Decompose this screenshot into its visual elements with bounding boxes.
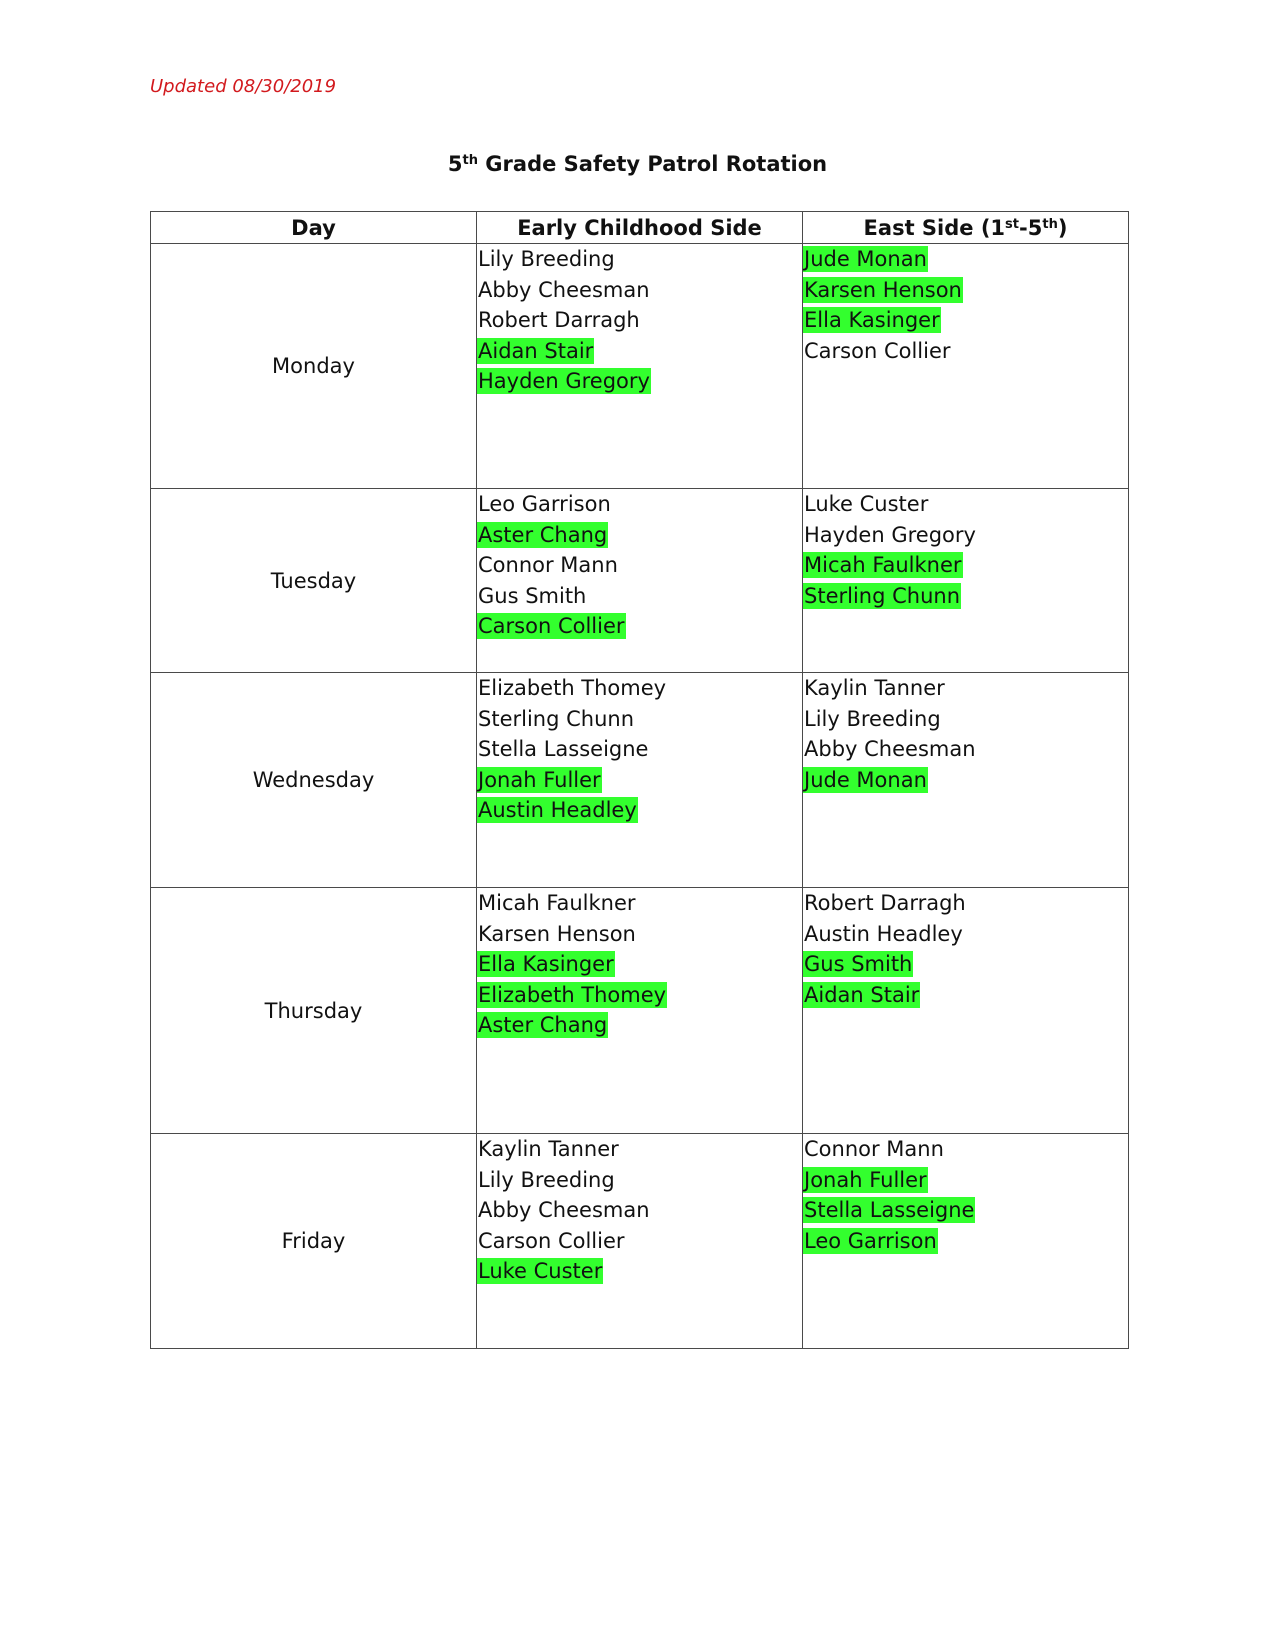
name-entry <box>477 1165 802 1196</box>
table-row-monday <box>151 244 1129 489</box>
student-name-highlighted: Elizabeth Thomey <box>478 982 667 1007</box>
header-early-childhood-side: Early Childhood Side <box>477 212 803 244</box>
student-name-highlighted: Sterling Chunn <box>804 583 961 608</box>
table-row-tuesday <box>151 489 1129 673</box>
name-entry <box>803 980 1128 1011</box>
east-side-cell <box>803 673 1129 888</box>
student-name-highlighted: Aidan Stair <box>804 982 920 1007</box>
student-name-highlighted: Aster Chang <box>478 1013 608 1037</box>
name-entry <box>477 581 802 612</box>
student-name: Abby Cheesman <box>804 737 976 761</box>
early-childhood-cell <box>477 888 803 1134</box>
student-name-highlighted: Ella Kasinger <box>478 952 614 976</box>
name-entry <box>477 1134 802 1165</box>
student-name-highlighted: Jude Monan <box>804 247 927 271</box>
name-entry <box>477 980 802 1011</box>
student-name: Connor Mann <box>804 1137 944 1161</box>
student-name: Sterling Chunn <box>478 706 635 731</box>
name-entry <box>477 765 802 796</box>
student-name: Luke Custer <box>804 492 929 516</box>
name-entry <box>803 704 1128 735</box>
header-east-side-sup-fifth: th <box>1042 216 1058 232</box>
name-entry <box>803 305 1128 336</box>
patrol-rotation-table <box>150 211 1129 1349</box>
name-entry <box>477 275 802 306</box>
name-entry <box>477 1195 802 1226</box>
student-name: Abby Cheesman <box>478 1198 650 1222</box>
header-east-side-text: East Side (1 <box>863 215 1006 240</box>
name-entry <box>803 336 1128 367</box>
name-entry <box>477 489 802 520</box>
header-east-side <box>803 212 1129 244</box>
student-name-highlighted: Gus Smith <box>804 952 913 976</box>
student-name-highlighted: Jonah Fuller <box>478 767 601 792</box>
table-row-wednesday <box>151 673 1129 888</box>
student-name: Kaylin Tanner <box>804 676 945 700</box>
name-entry <box>477 704 802 735</box>
student-name: Stella Lasseigne <box>478 737 649 761</box>
name-entry <box>477 795 802 826</box>
name-entry <box>803 1195 1128 1226</box>
student-name-highlighted: Jonah Fuller <box>804 1167 927 1192</box>
student-name: Robert Darragh <box>478 308 640 332</box>
name-entry <box>803 275 1128 306</box>
day-cell: Friday <box>151 1134 477 1349</box>
name-entry <box>477 734 802 765</box>
name-entry <box>477 611 802 642</box>
student-name-highlighted: Austin Headley <box>478 798 637 822</box>
title-text: Grade Safety Patrol Rotation <box>478 152 828 176</box>
student-name-highlighted: Karsen Henson <box>804 277 962 302</box>
name-entry <box>803 1165 1128 1196</box>
student-name: Leo Garrison <box>478 492 611 516</box>
student-name-highlighted: Aidan Stair <box>478 338 594 363</box>
day-cell: Thursday <box>151 888 477 1134</box>
header-east-side-range: -5 <box>1019 215 1043 240</box>
student-name: Lily Breeding <box>804 706 941 731</box>
student-name: Gus Smith <box>478 583 587 608</box>
title-grade-suffix: th <box>462 152 478 168</box>
student-name: Abby Cheesman <box>478 277 650 302</box>
student-name: Kaylin Tanner <box>478 1137 619 1161</box>
name-entry <box>477 305 802 336</box>
name-entry <box>477 1256 802 1287</box>
student-name-highlighted: Ella Kasinger <box>804 308 940 332</box>
name-entry <box>803 550 1128 581</box>
day-cell: Monday <box>151 244 477 489</box>
student-name: Austin Headley <box>804 921 963 946</box>
name-entry <box>803 734 1128 765</box>
early-childhood-cell <box>477 673 803 888</box>
east-side-cell <box>803 888 1129 1134</box>
student-name-highlighted: Hayden Gregory <box>478 369 650 393</box>
student-name-highlighted: Stella Lasseigne <box>804 1198 975 1222</box>
name-entry <box>803 244 1128 275</box>
student-name: Karsen Henson <box>478 921 636 946</box>
name-entry <box>477 520 802 551</box>
student-name-highlighted: Leo Garrison <box>804 1228 937 1253</box>
name-entry <box>803 1226 1128 1257</box>
east-side-cell <box>803 244 1129 489</box>
student-name: Lily Breeding <box>478 247 615 271</box>
east-side-cell <box>803 489 1129 673</box>
day-cell: Tuesday <box>151 489 477 673</box>
name-entry <box>477 673 802 704</box>
table-header-row <box>151 212 1129 244</box>
name-entry <box>477 919 802 950</box>
name-entry <box>803 1134 1128 1165</box>
student-name: Elizabeth Thomey <box>478 676 667 700</box>
name-entry <box>803 949 1128 980</box>
name-entry <box>803 919 1128 950</box>
east-side-cell <box>803 1134 1129 1349</box>
student-name: Hayden Gregory <box>804 522 976 547</box>
student-name: Micah Faulkner <box>478 891 636 915</box>
student-name: Connor Mann <box>478 553 618 577</box>
name-entry <box>477 336 802 367</box>
student-name-highlighted: Micah Faulkner <box>804 553 962 577</box>
header-day: Day <box>151 212 477 244</box>
name-entry <box>477 1226 802 1257</box>
name-entry <box>803 673 1128 704</box>
day-cell: Wednesday <box>151 673 477 888</box>
name-entry <box>803 520 1128 551</box>
name-entry <box>477 366 802 397</box>
table-row-thursday <box>151 888 1129 1134</box>
student-name: Carson Collier <box>804 338 951 363</box>
name-entry <box>803 765 1128 796</box>
name-entry <box>477 244 802 275</box>
student-name: Carson Collier <box>478 1228 625 1253</box>
name-entry <box>803 581 1128 612</box>
early-childhood-cell <box>477 1134 803 1349</box>
header-east-side-sup-first: st <box>1005 216 1020 232</box>
name-entry <box>477 888 802 919</box>
early-childhood-cell <box>477 489 803 673</box>
student-name-highlighted: Carson Collier <box>478 614 625 638</box>
name-entry <box>477 949 802 980</box>
updated-date-note: Updated 08/30/2019 <box>150 76 337 97</box>
header-east-side-close: ) <box>1057 215 1068 240</box>
name-entry <box>477 550 802 581</box>
name-entry <box>803 489 1128 520</box>
title-grade-number: 5 <box>447 152 463 176</box>
name-entry <box>477 1010 802 1041</box>
table-row-friday <box>151 1134 1129 1349</box>
name-entry <box>803 888 1128 919</box>
student-name-highlighted: Aster Chang <box>478 522 608 547</box>
early-childhood-cell <box>477 244 803 489</box>
student-name-highlighted: Luke Custer <box>478 1259 603 1283</box>
student-name: Robert Darragh <box>804 891 966 915</box>
student-name-highlighted: Jude Monan <box>804 767 927 792</box>
student-name: Lily Breeding <box>478 1167 615 1192</box>
document-title <box>0 152 1275 176</box>
